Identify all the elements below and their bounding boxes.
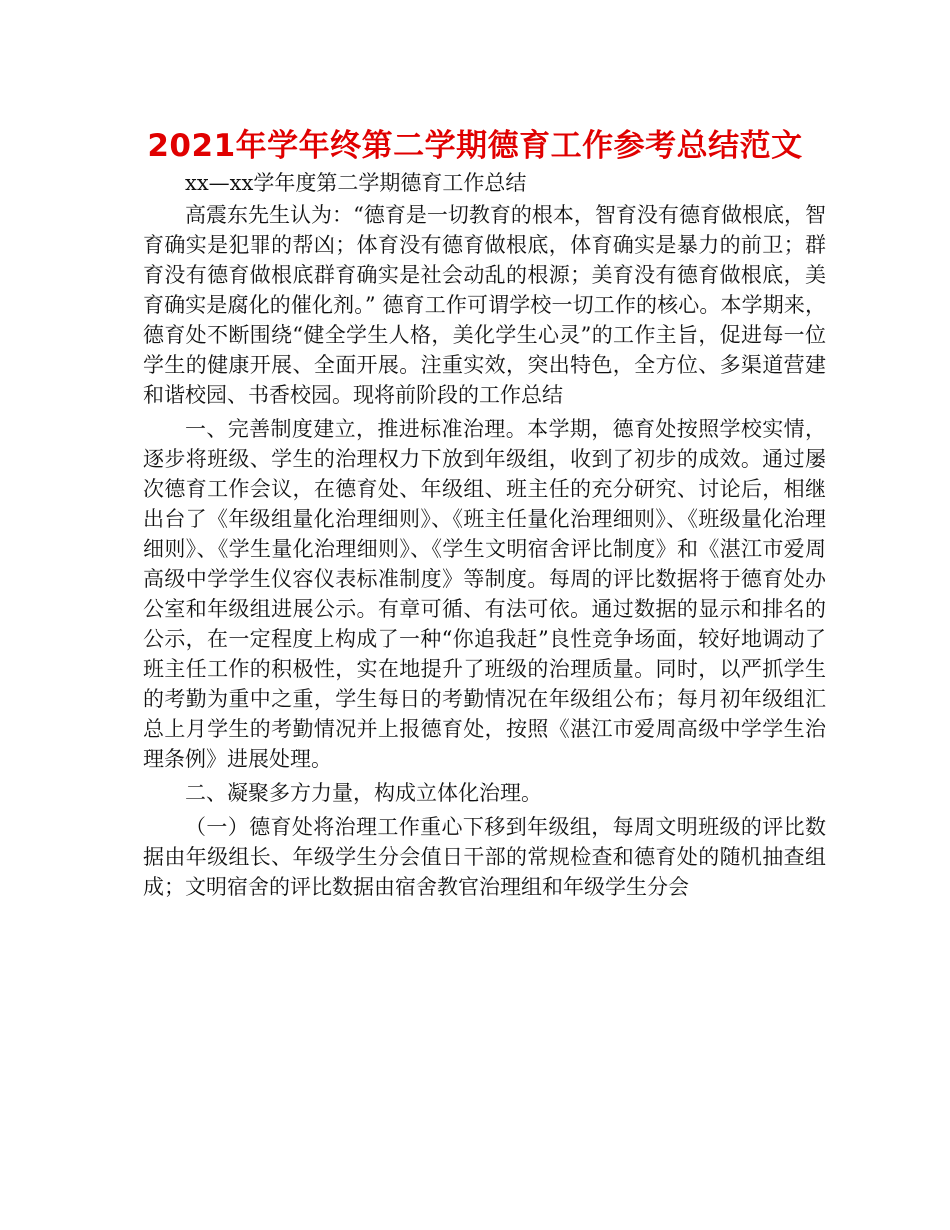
document-body <box>143 168 826 902</box>
section-heading-2: 二、凝聚多方力量，构成立体化治理。 <box>185 781 542 805</box>
document-subtitle: xx—xx学年度第二学期德育工作总结 <box>185 171 527 195</box>
paragraph-section-1: 一、完善制度建立，推进标准治理。本学期，德育处按照学校实情，逐步将班级、学生的治理权力下放到年级组，收到了初步的成效。通过屡次德育工作会议，在德育处、年级组、班主任的充分研究、讨论后，相继出台了《年级组量化治理细则》、《班主任量化治理细则》、《班级量化治理细则》、《学生量化治理细则》、《学生文明宿舍评比制度》和《湛江市爱周高级中学学生仪容仪表标准制度》等制度。每周的评比数据将于德育处办公室和年级组进展公示。有章可循、有法可依。通过数据的显示和排名的公示，在一定程度上构成了一种“你追我赶”良性竞争场面，较好地调动了班主任工作的积极性，实在地提升了班级的治理质量。同时，以严抓学生的考勤为重中之重，学生每日的考勤情况在年级组公布；每月初年级组汇总上月学生的考勤情况并上报德育处，按照《湛江市爱周高级中学学生治理条例》进展处理。 <box>143 417 826 771</box>
paragraph-intro: 高震东先生认为：“德育是一切教育的根本，智育没有德育做根底，智育确实是犯罪的帮凶；体育没有德育做根底，体育确实是暴力的前卫；群育没有德育做根底群育确实是社会动乱的根源；美育没有德育做根底，美育确实是腐化的催化剂。” 德育工作可谓学校一切工作的核心。本学期来，德育处不断围绕“健全学生人格，美化学生心灵”的工作主旨，促进每一位学生的健康开展、全面开展。注重实效，突出特色，全方位、多渠道营建和谐校园、书香校园。现将前阶段的工作总结 <box>143 203 826 407</box>
paragraph-subsection-1: （一）德育处将治理工作重心下移到年级组，每周文明班级的评比数据由年级组长、年级学生分会值日干部的常规检查和德育处的随机抽查组成；文明宿舍的评比数据由宿舍教官治理组和年级学生分会 <box>143 815 826 899</box>
document-title: 2021年学年终第二学期德育工作参考总结范文 <box>147 128 803 164</box>
